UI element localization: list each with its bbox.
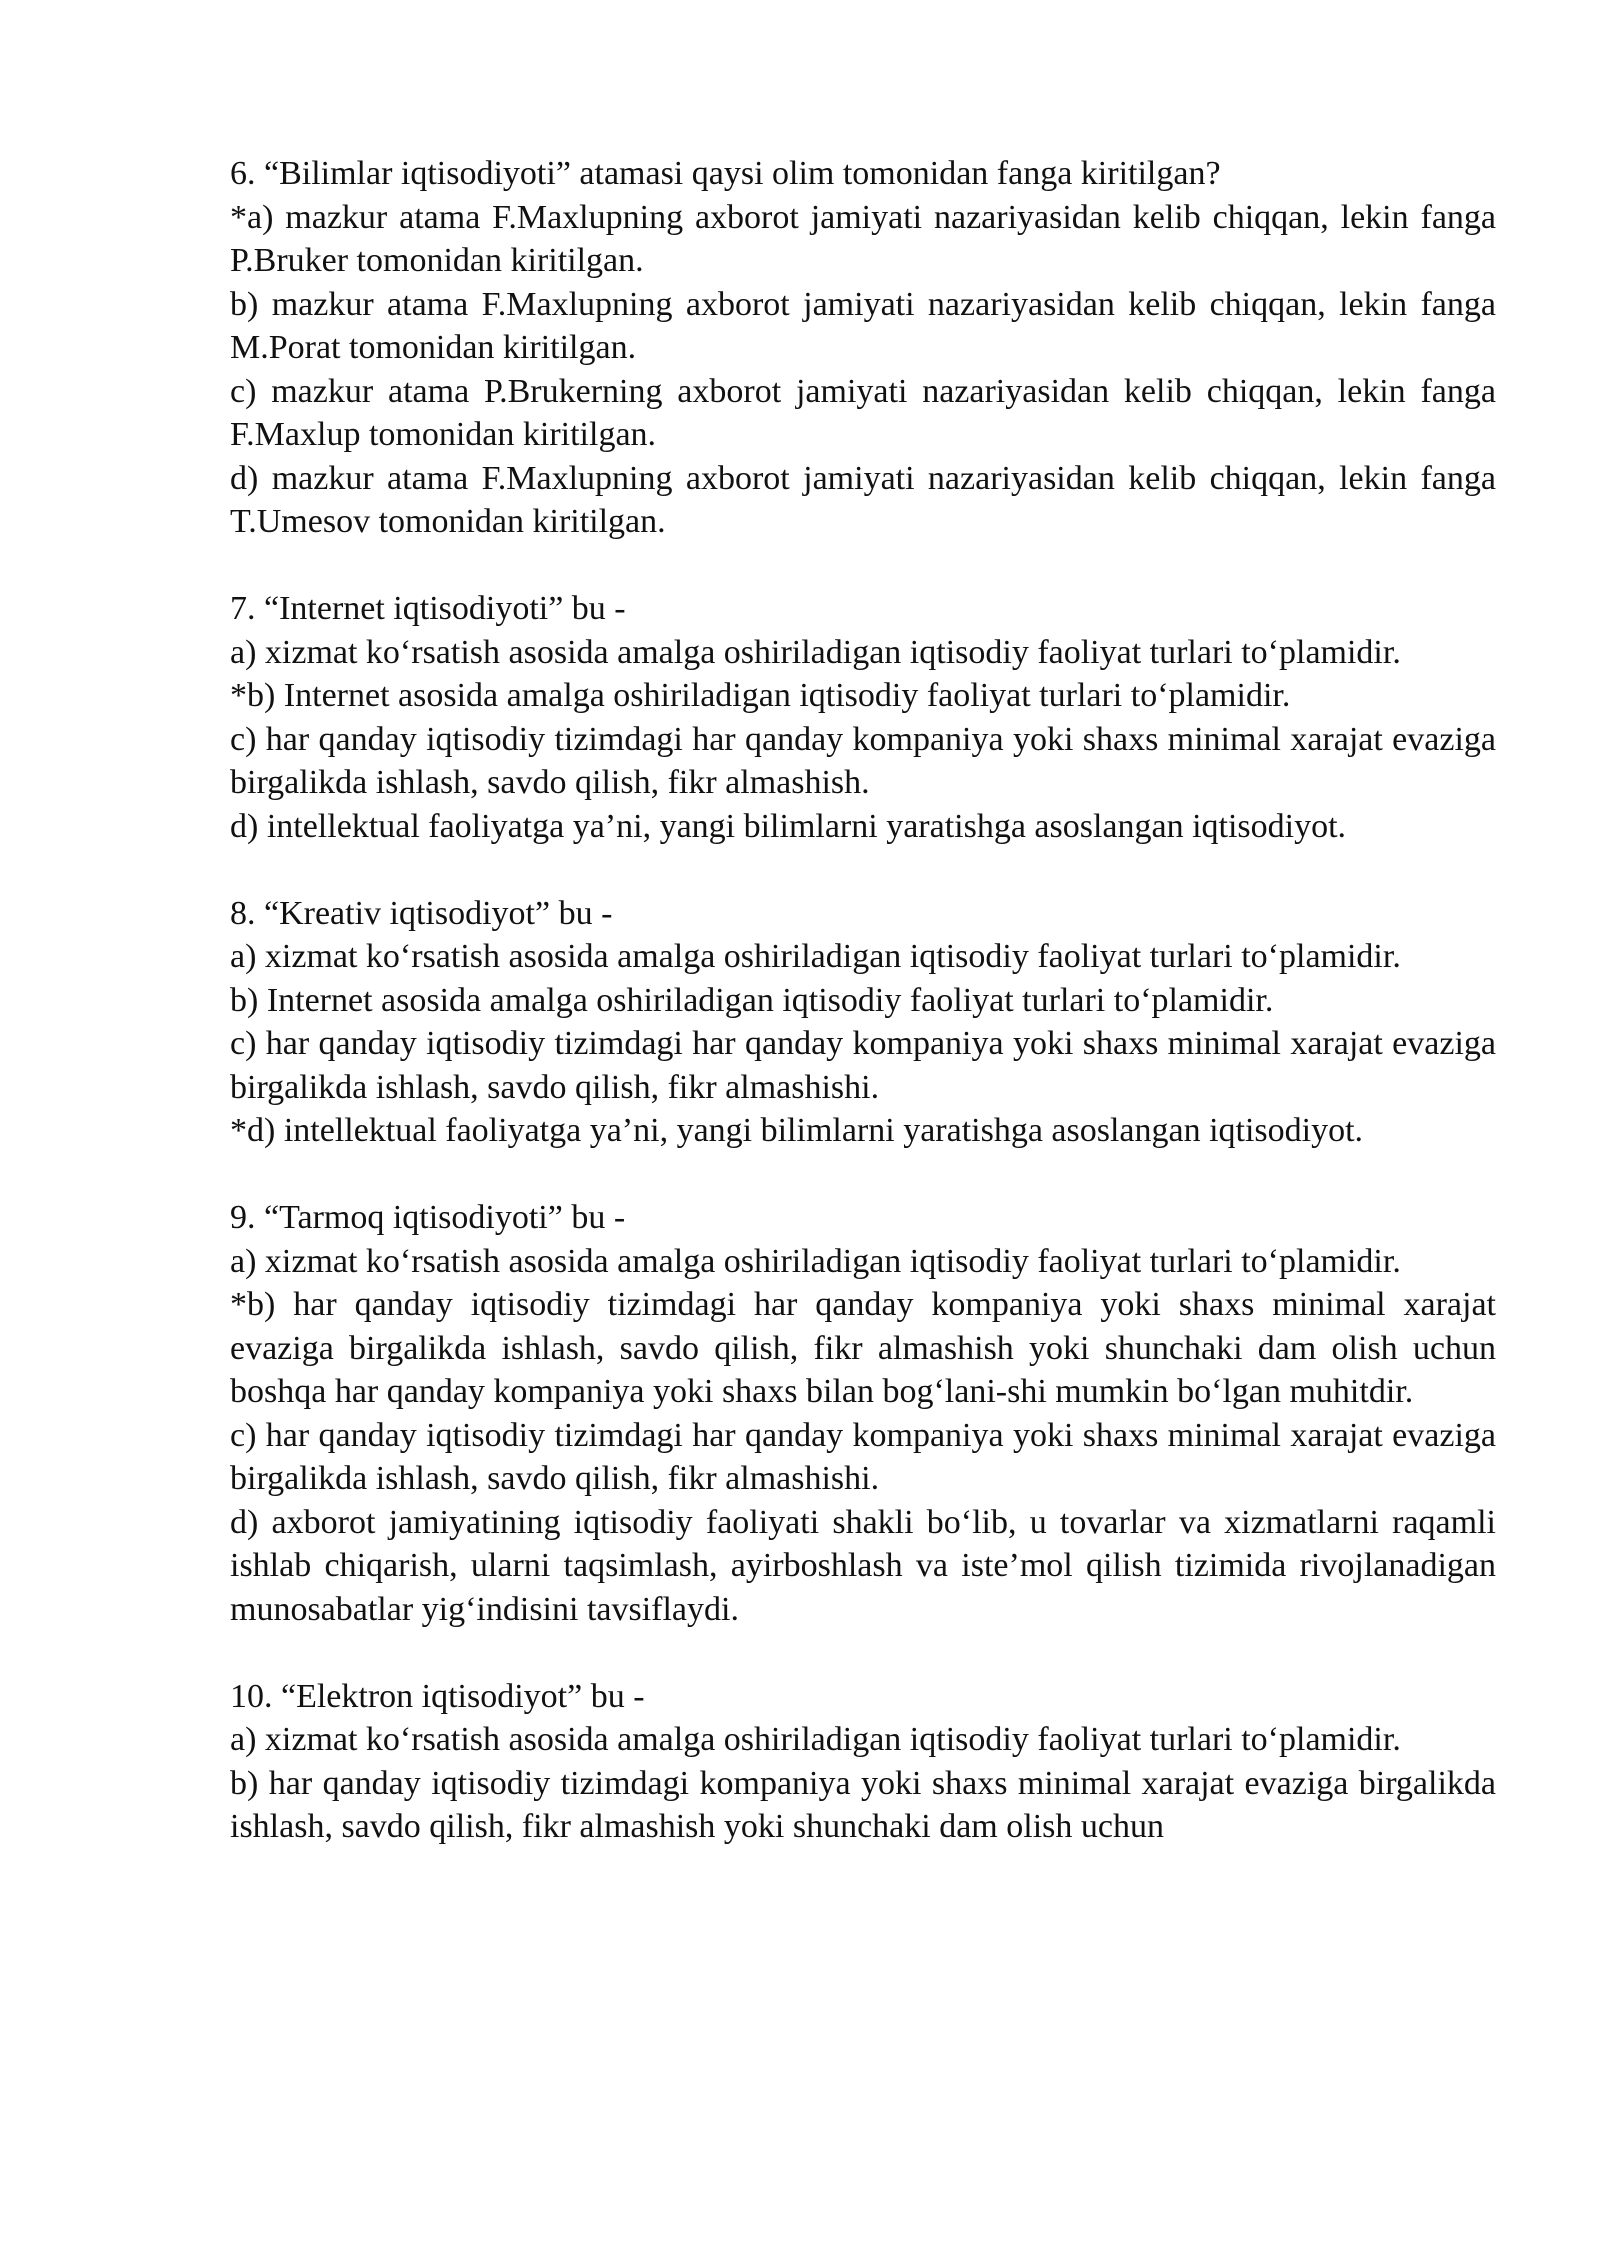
question-text: 9. “Tarmoq iqtisodiyoti” bu -: [230, 1199, 626, 1236]
answer-option-b: b) har qanday iqtisodiy tizimdagi kompaniya yoki shaxs minimal xarajat evaziga birgalikda ishlash, savdo qilish, fikr almashish yoki shunchaki dam olish uchun: [230, 1764, 1496, 1845]
answer-option-c: c) har qanday iqtisodiy tizimdagi har qanday kompaniya yoki shaxs minimal xarajat evaziga birgalikda ishlash, savdo qilish, fikr almashish.: [230, 720, 1496, 801]
answer-option-d: *d) intellektual faoliyatga ya’ni, yangi bilimlarni yaratishga asoslangan iqtisodiyot.: [230, 1112, 1364, 1149]
question-10: [230, 1675, 1496, 1849]
answer-option-b: b) Internet asosida amalga oshiriladigan iqtisodiy faoliyat turlari to‘plamidir.: [230, 981, 1274, 1019]
question-text: 10. “Elektron iqtisodiyot” bu -: [230, 1677, 645, 1715]
question-9: [230, 1196, 1496, 1631]
question-8: [230, 892, 1496, 1153]
answer-option-c: c) mazkur atama P.Brukerning axborot jamiyati nazariyasidan kelib chiqqan, lekin fanga F.Maxlup tomonidan kiritilgan.: [230, 372, 1496, 453]
answer-option-a: a) xizmat ko‘rsatish asosida amalga oshiriladigan iqtisodiy faoliyat turlari to‘plamidir.: [230, 1242, 1401, 1280]
answer-option-a: a) xizmat ko‘rsatish asosida amalga oshiriladigan iqtisodiy faoliyat turlari to‘plamidir.: [230, 1721, 1401, 1758]
answer-option-b: b) mazkur atama F.Maxlupning axborot jamiyati nazariyasidan kelib chiqqan, lekin fanga M.Porat tomonidan kiritilgan.: [230, 285, 1496, 366]
answer-option-d: d) mazkur atama F.Maxlupning axborot jamiyati nazariyasidan kelib chiqqan, lekin fanga T.Umesov tomonidan kiritilgan.: [230, 459, 1496, 540]
answer-option-a: a) xizmat ko‘rsatish asosida amalga oshiriladigan iqtisodiy faoliyat turlari to‘plamidir.: [230, 938, 1401, 975]
answer-option-d: d) axborot jamiyatining iqtisodiy faoliyati shakli bo‘lib, u tovarlar va xizmatlarni raqamli ishlab chiqarish, ularni taqsimlash, ayirboshlash va iste’mol qilish tizimida rivojlanadigan munosabatlar yig‘indisini tavsiflaydi.: [230, 1503, 1496, 1628]
question-text: 8. “Kreativ iqtisodiyot” bu -: [230, 894, 613, 932]
answer-option-b: *b) har qanday iqtisodiy tizimdagi har qanday kompaniya yoki shaxs minimal xarajat evaziga birgalikda ishlash, savdo qilish, fikr almashish yoki shunchaki dam olish uchun boshqa har qanday kompaniya yoki shaxs bilan bog‘lani-shi mumkin bo‘lgan muhitdir.: [230, 1286, 1496, 1410]
answer-option-a: a) xizmat ko‘rsatish asosida amalga oshiriladigan iqtisodiy faoliyat turlari to‘plamidir.: [230, 633, 1401, 671]
question-6: [230, 152, 1496, 544]
question-text: 7. “Internet iqtisodiyoti” bu -: [230, 590, 626, 627]
question-7: [230, 587, 1496, 848]
answer-option-d: d) intellektual faoliyatga ya’ni, yangi bilimlarni yaratishga asoslangan iqtisodiyot.: [230, 807, 1347, 845]
answer-option-c: c) har qanday iqtisodiy tizimdagi har qanday kompaniya yoki shaxs minimal xarajat evaziga birgalikda ishlash, savdo qilish, fikr almashishi.: [230, 1025, 1496, 1106]
document-page: [230, 152, 1496, 1892]
answer-option-b: *b) Internet asosida amalga oshiriladigan iqtisodiy faoliyat turlari to‘plamidir.: [230, 677, 1291, 714]
answer-option-a: *a) mazkur atama F.Maxlupning axborot jamiyati nazariyasidan kelib chiqqan, lekin fanga P.Bruker tomonidan kiritilgan.: [230, 198, 1496, 279]
answer-option-c: c) har qanday iqtisodiy tizimdagi har qanday kompaniya yoki shaxs minimal xarajat evaziga birgalikda ishlash, savdo qilish, fikr almashishi.: [230, 1416, 1496, 1497]
question-text: 6. “Bilimlar iqtisodiyoti” atamasi qaysi olim tomonidan fanga kiritilgan?: [230, 155, 1221, 192]
